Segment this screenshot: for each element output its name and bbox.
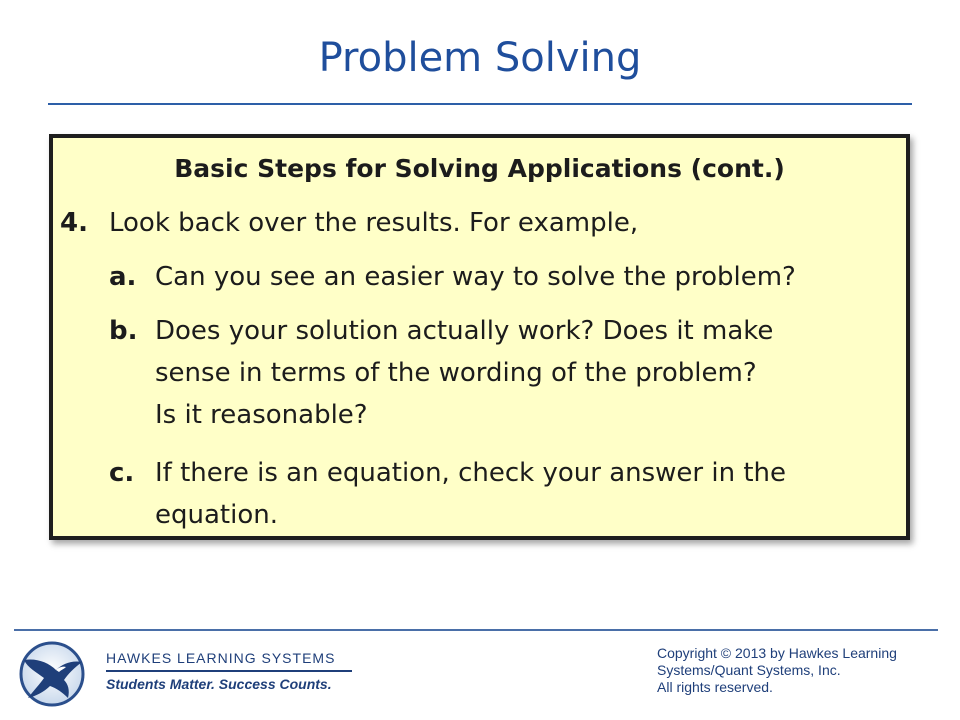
copyright-line-2: Systems/Quant Systems, Inc.	[657, 662, 841, 678]
substep-b-line-1: Does your solution actually work? Does it make	[155, 316, 774, 346]
title-divider	[48, 103, 912, 105]
content-box	[49, 134, 910, 540]
step-4-text: Look back over the results. For example,	[109, 208, 639, 238]
substep-a-marker: a.	[109, 262, 137, 292]
substep-c-line-1: If there is an equation, check your answer in the	[155, 458, 787, 488]
substep-c-line-2: equation.	[155, 500, 278, 530]
box-heading: Basic Steps for Solving Applications (cont.)	[174, 154, 785, 183]
copyright-notice	[657, 645, 897, 696]
copyright-line-1: Copyright © 2013 by Hawkes Learning	[657, 645, 897, 661]
step-4-marker: 4.	[60, 208, 88, 238]
substep-c-marker: c.	[109, 458, 135, 488]
substep-a-line-1: Can you see an easier way to solve the problem?	[155, 262, 796, 292]
substep-b-line-2: sense in terms of the wording of the problem?	[155, 358, 757, 388]
brand-underline	[106, 670, 352, 672]
substep-b-line-3: Is it reasonable?	[155, 400, 368, 430]
eagle-logo-icon	[18, 640, 86, 708]
substep-b-marker: b.	[109, 316, 138, 346]
brand-name: HAWKES LEARNING SYSTEMS	[106, 650, 336, 666]
footer-divider	[14, 629, 938, 631]
brand-tagline: Students Matter. Success Counts.	[106, 676, 332, 692]
slide-title: Problem Solving	[318, 35, 642, 81]
copyright-line-3: All rights reserved.	[657, 679, 773, 695]
